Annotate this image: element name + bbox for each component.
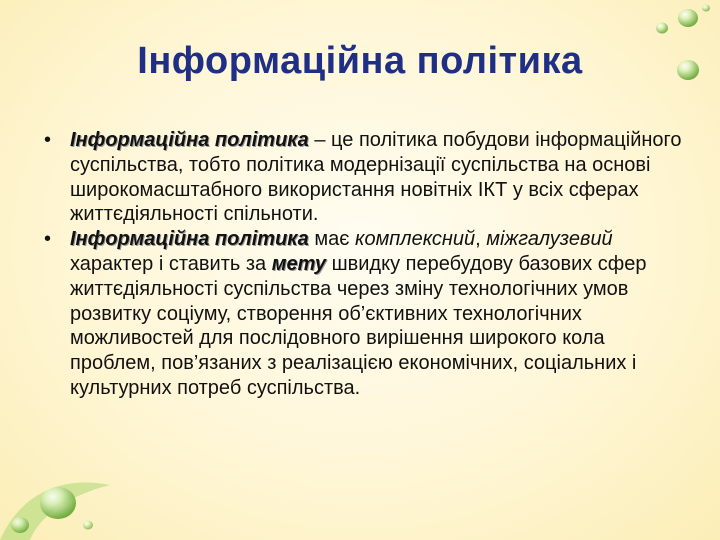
bullet-term: Інформаційна політика (70, 228, 309, 251)
bullet-italic-text: міжгалузевий (486, 228, 613, 251)
bullet-italic-text: комплексний (355, 228, 476, 251)
bullet-text: характер і ставить за (70, 252, 272, 275)
bullet-term: Інформаційна політика (70, 129, 309, 151)
bullet-text: – це політика побудови інформаційного суспільства, тобто політика модернізації суспільства на основі широкомасштабного використання новітніх ІКТ у всіх сферах життєдіяльності спільноти. (70, 129, 682, 226)
bullet-marker: • (44, 228, 52, 251)
slide-title: Інформаційна політика (137, 40, 583, 82)
bullet-list (44, 128, 694, 401)
bullet-text: має (308, 228, 356, 251)
bullet-text: швидку перебудову базових сфер життєдіяльності суспільства через зміну технологічних умов розвитку соціуму, створення об’єктивних технологічних можливостей для послідовного вирішення широкого кола проблем, пов’язаних з реалізацією економічних, соціальних і культурних потреб суспільства. (70, 252, 647, 399)
water-drop-bottom-left-icon (0, 455, 110, 540)
bullet-item (44, 128, 694, 227)
bullet-term: мету (271, 252, 327, 275)
bullet-item (44, 227, 694, 401)
bullet-marker: • (44, 129, 52, 151)
bullet-text: , (475, 228, 487, 251)
